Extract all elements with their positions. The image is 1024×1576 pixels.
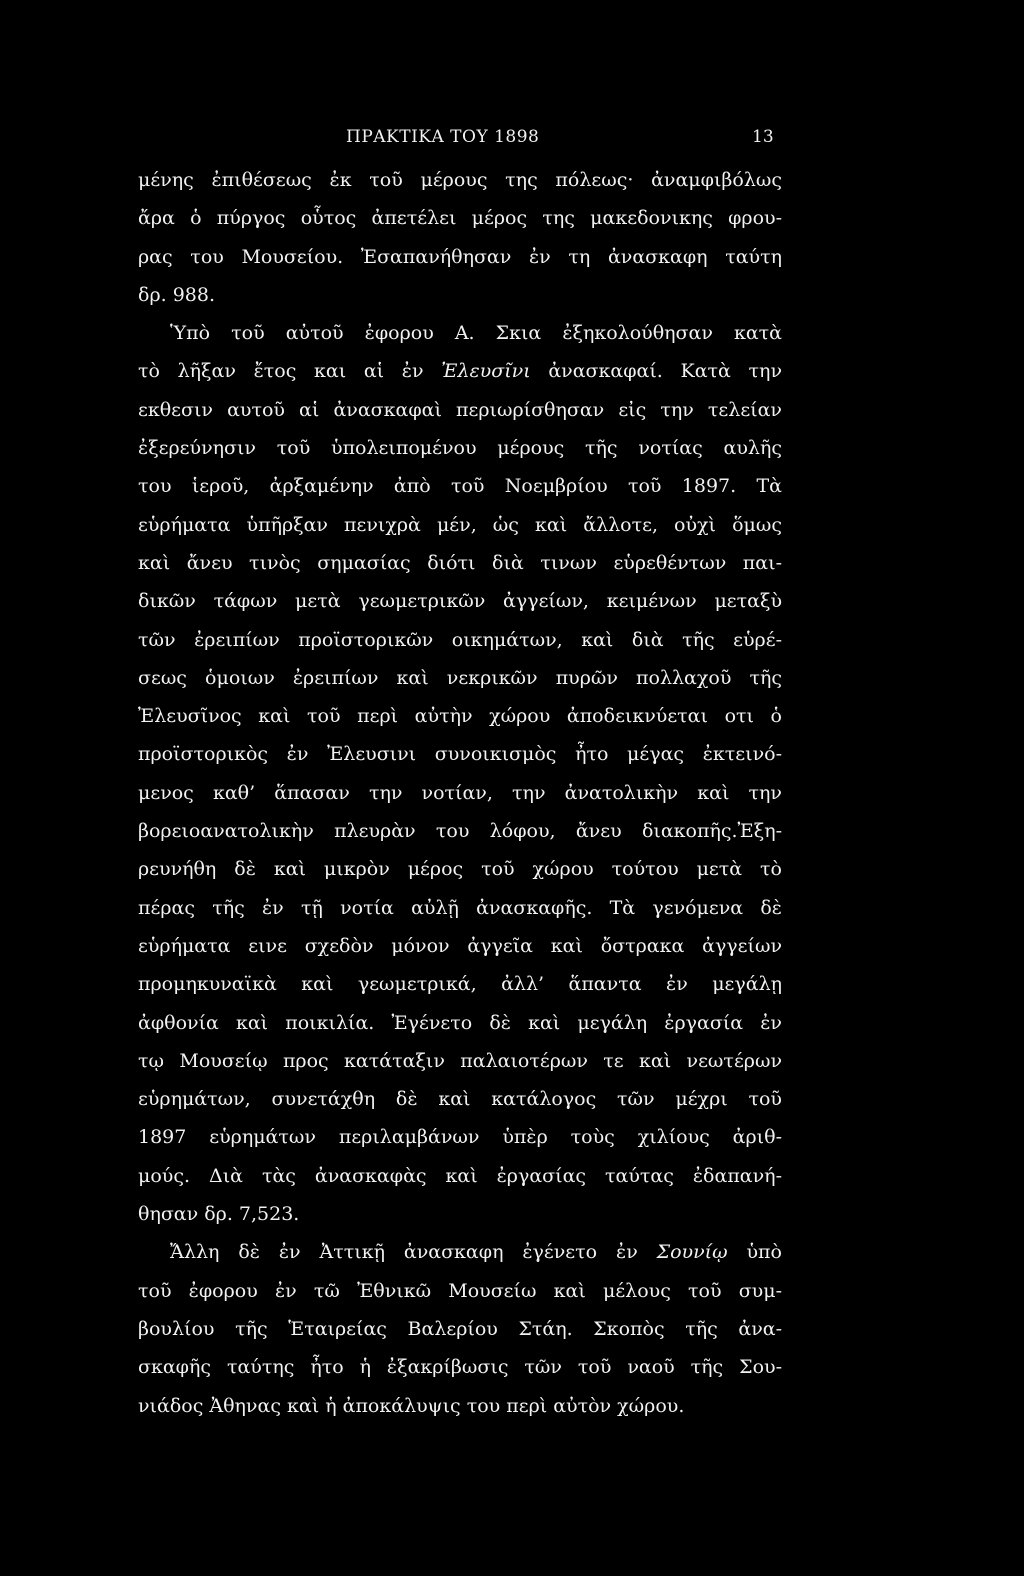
text-line: προμηκυναϊκὰ καὶ γεωμετρικά, ἀλλ’ ἅπαντα ἐν μεγάλῃ — [138, 973, 782, 996]
text-line: ἄρα ὁ πύργος οὗτος ἀπετέλει μέρος της μακεδονικης φρου- — [138, 207, 782, 230]
text-line: πέρας τῆς ἐν τῇ νοτία αὐλῇ ἀνασκαφῆς. Τὰ γενόμενα δὲ — [138, 896, 782, 919]
text-line: τῳ Μουσείῳ προς κατάταξιν παλαιοτέρων τε καὶ νεωτέρων — [138, 1049, 782, 1072]
text-line: σεως ὁμοιων ἐρειπίων καὶ νεκρικῶν πυρῶν πολλαχοῦ τῆς — [138, 666, 782, 689]
text-line: δικῶν τάφων μετὰ γεωμετρικῶν ἀγγείων, κειμένων μεταξὺ — [138, 590, 782, 613]
text-line: μενος καθ’ ἅπασαν την νοτίαν, την ἀνατολικὴν καὶ την — [138, 781, 782, 804]
text-line: εὑρήματα εινε σχεδὸν μόνον ἀγγεῖα καὶ ὄστρακα ἀγγείων — [138, 934, 782, 957]
text-line: σκαφῆς ταύτης ἦτο ἡ ἐξακρίβωσις τῶν τοῦ ναοῦ τῆς Σου- — [138, 1356, 782, 1379]
paragraph-first-line: Ὑπὸ τοῦ αὐτοῦ ἐφορου Α. Σκια ἐξηκολούθησαν κατὰ — [170, 322, 782, 345]
running-header-title: ΠΡΑΚΤΙΚΑ ΤΟΥ 1898 — [346, 127, 540, 147]
text-line: τῶν ἐρειπίων προϊστορικῶν οικημάτων, καὶ διὰ τῆς εὑρέ- — [138, 628, 782, 651]
body-text — [138, 161, 782, 1425]
text-line — [138, 352, 782, 390]
text-line: ρευνήθη δὲ καὶ μικρὸν μέρος τοῦ χώρου τούτου μετὰ τὸ — [138, 858, 782, 881]
text-line: εὑρημάτων, συνετάχθη δὲ καὶ κατάλογος τῶν μέχρι τοῦ — [138, 1088, 782, 1111]
text-line: εὑρήματα ὑπῆρξαν πενιχρὰ μέν, ὡς καὶ ἄλλοτε, οὐχὶ ὅμως — [138, 513, 782, 536]
text-segment: τὸ λῆξαν ἔτος και αἱ ἐν — [138, 360, 442, 383]
place-name-italic: Ἐλευσῖνι — [441, 360, 531, 383]
text-line: 1897 εὑρημάτων περιλαμβάνων ὑπὲρ τοὺς χιλίους ἀριθ- — [138, 1126, 782, 1149]
text-segment: ὑπὸ — [727, 1241, 782, 1264]
place-name-italic: Σουνίῳ — [656, 1241, 728, 1264]
text-line: μένης ἐπιθέσεως ἐκ τοῦ μέρους της πόλεως· ἀναμφιβόλως — [138, 169, 782, 191]
text-line: βορειοανατολικὴν πλευρὰν του λόφου, ἄνευ διακοπῆς.Ἐξη- — [138, 820, 782, 843]
text-line: εκθεσιν αυτοῦ αἱ ἀνασκαφαὶ περιωρίσθησαν εἰς την τελείαν — [138, 398, 782, 421]
text-line: μούς. Διὰ τὰς ἀνασκαφὰς καὶ ἐργασίας ταύτας ἐδαπανή- — [138, 1164, 782, 1187]
text-line: δρ. 988. — [138, 283, 215, 306]
text-line: του ἱεροῦ, ἀρξαμένην ἀπὸ τοῦ Νοεμβρίου τοῦ 1897. Τὰ — [138, 475, 782, 498]
text-line: θησαν δρ. 7,523. — [138, 1203, 300, 1226]
text-segment: Ἄλλη δὲ ἐν Ἀττικῇ ἀνασκαφη ἐγένετο ἐν — [170, 1241, 657, 1264]
text-line: προϊστορικὸς ἐν Ἐλευσινι συνοικισμὸς ἦτο μέγας ἐκτεινό- — [138, 743, 782, 766]
text-line: βουλίου τῆς Ἑταιρείας Βαλερίου Στάη. Σκοπὸς τῆς ἀνα- — [138, 1317, 782, 1340]
page-number: 13 — [752, 127, 774, 147]
text-line: καὶ ἄνευ τινὸς σημασίας διότι διὰ τινων εὑρεθέντων παι- — [138, 551, 782, 574]
text-line: ἐξερεύνησιν τοῦ ὑπολειπομένου μέρους τῆς νοτίας αυλῆς — [138, 437, 782, 460]
text-line: ἀφθονία καὶ ποικιλία. Ἐγένετο δὲ καὶ μεγάλη ἐργασία ἐν — [138, 1011, 782, 1034]
text-segment: ἀνασκαφαί. Κατὰ την — [530, 360, 782, 383]
text-line: Ἐλευσῖνος καὶ τοῦ περὶ αὐτὴν χώρου ἀποδεικνύεται οτι ὁ — [138, 705, 782, 728]
text-line: τοῦ ἐφορου ἐν τῶ Ἐθνικῶ Μουσείω καὶ μέλους τοῦ συμ- — [138, 1279, 782, 1302]
paragraph-first-line — [138, 1233, 782, 1271]
text-line: ρας του Μουσείου. Ἐσαπανήθησαν ἐν τη ἀνασκαφη ταύτη — [138, 245, 782, 268]
text-line: νιάδος Ἀθηνας καὶ ἡ ἀποκάλυψις του περὶ αὐτὸν χώρου. — [138, 1394, 685, 1417]
